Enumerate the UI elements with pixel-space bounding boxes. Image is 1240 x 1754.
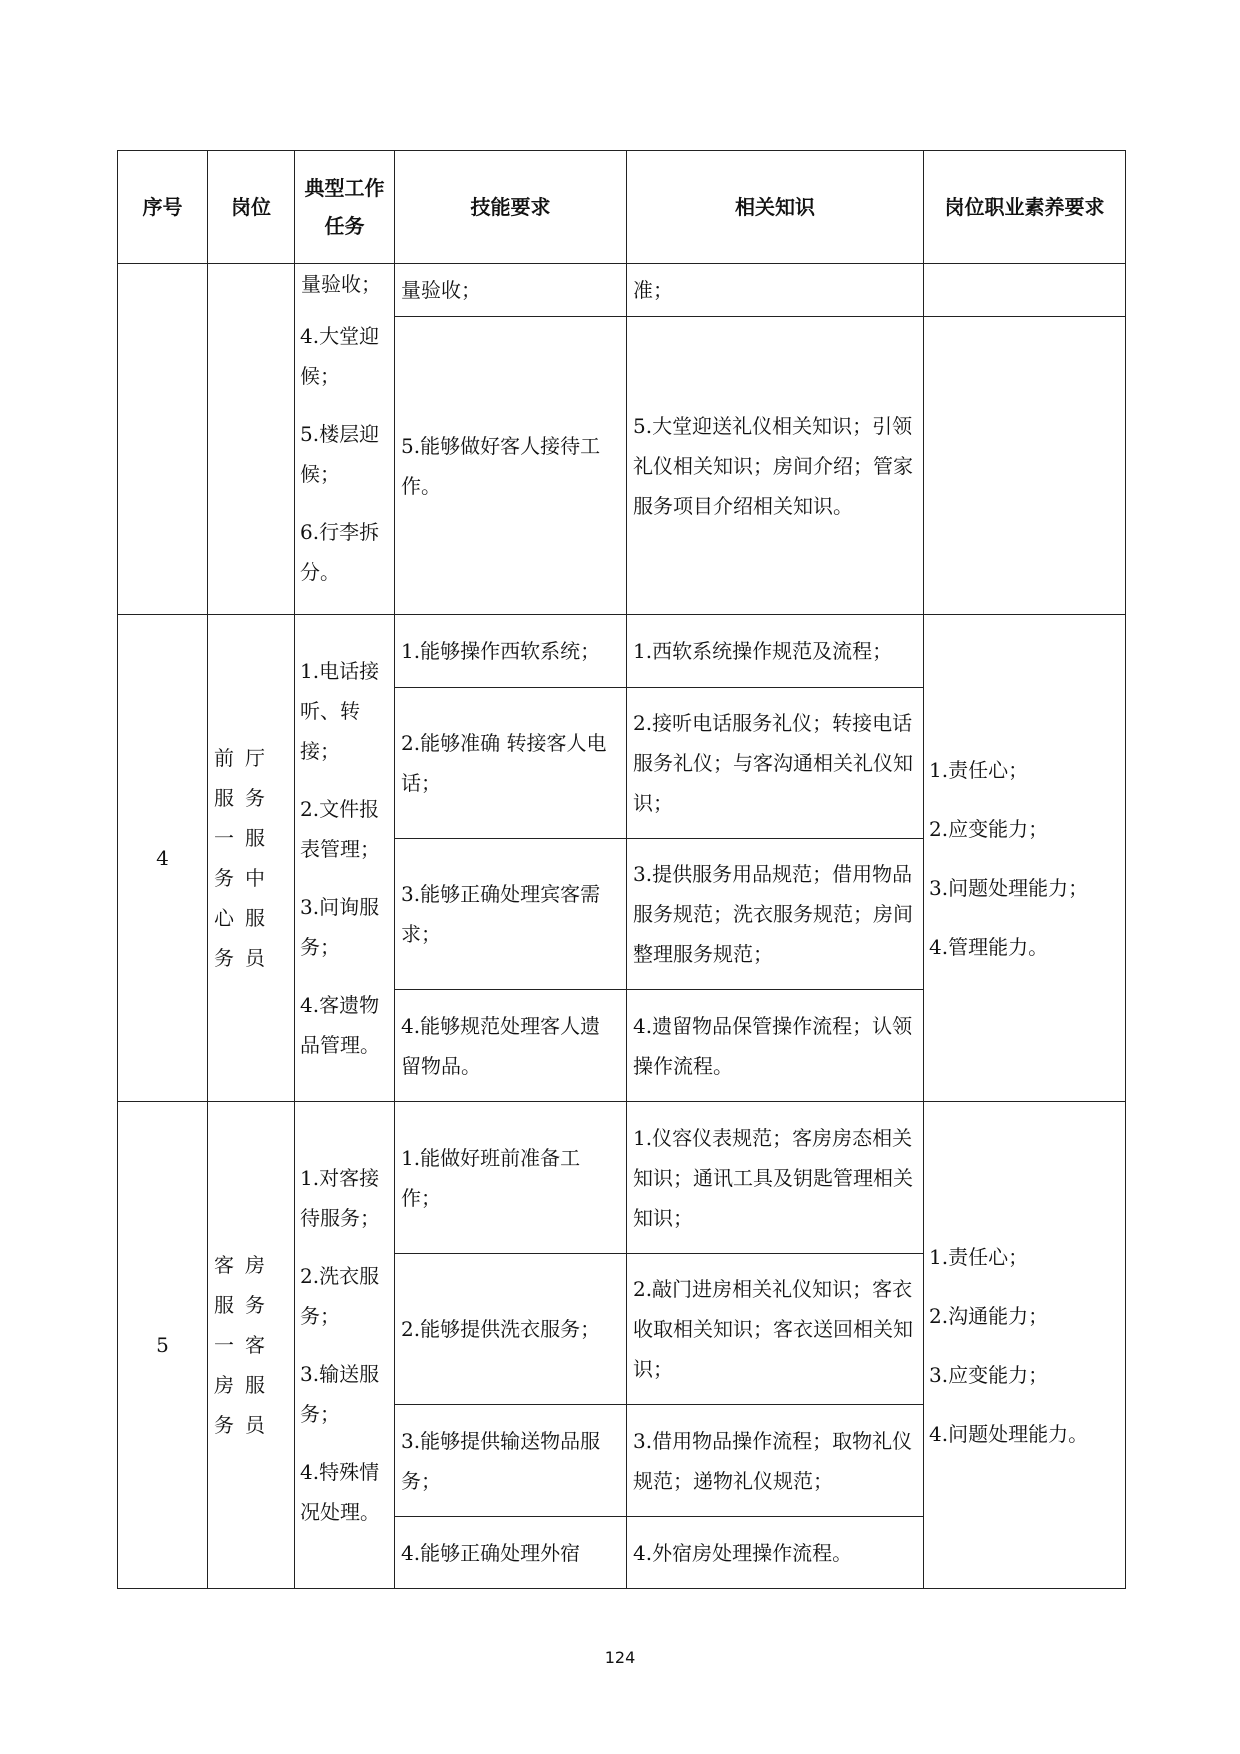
skill-item: 3.能够正确处理宾客需求；: [395, 838, 626, 989]
header-quality: 岗位职业素养要求: [924, 151, 1126, 264]
header-post: 岗位: [208, 151, 295, 264]
knowledge-item: 1.西软系统操作规范及流程；: [633, 639, 893, 663]
task-item: 3.问询服务；: [300, 895, 380, 959]
task-item: 5.楼层迎候；: [300, 422, 380, 486]
post-cell-empty: [208, 264, 295, 615]
task-cell: [295, 615, 395, 1102]
seq-cell-empty: [118, 264, 208, 615]
table-header-row: [118, 151, 1126, 264]
task-list: [295, 641, 394, 1075]
seq-cell: 5: [118, 1102, 208, 1589]
quality-cont-0: [924, 264, 1125, 316]
task-item: 4.大堂迎候；: [300, 324, 380, 388]
seq-cell: 4: [118, 615, 208, 1102]
knowledge-item: 2.接听电话服务礼仪；转接电话服务礼仪；与客沟通相关礼仪知识；: [627, 687, 923, 838]
task-cont-line: 量验收；: [301, 272, 381, 296]
post-name: 客房服务一客房服务员: [214, 1253, 276, 1437]
quality-item: 1.责任心；: [929, 757, 1029, 782]
task-item: 1.电话接听、转接；: [300, 659, 380, 763]
task-item: 6.行李拆分。: [300, 520, 380, 584]
curriculum-table: [117, 150, 1126, 1589]
knowledge-cell: [627, 615, 924, 1102]
header-seq: 序号: [118, 151, 208, 264]
skill-cont-1: 5.能够做好客人接待工作。: [395, 316, 626, 614]
skill-item: 3.能够提供输送物品服务；: [395, 1404, 626, 1516]
post-cell: [208, 1102, 295, 1589]
task-item: 2.文件报表管理；: [300, 797, 380, 861]
skill-item: 4.能够正确处理外宿: [395, 1516, 626, 1588]
page-number: 124: [604, 1648, 636, 1667]
task-item: 3.输送服务；: [300, 1362, 380, 1426]
skill-item: 2.能够准确 转接客人电话；: [395, 687, 626, 838]
knowledge-item: 4.外宿房处理操作流程。: [627, 1516, 923, 1588]
quality-item: 2.应变能力；: [929, 816, 1049, 841]
quality-item: 3.应变能力；: [929, 1362, 1049, 1387]
quality-item: 4.管理能力。: [929, 934, 1049, 959]
task-item: 4.特殊情况处理。: [300, 1460, 380, 1524]
knowledge-item: 1.仪容仪表规范；客房房态相关知识；通讯工具及钥匙管理相关知识；: [633, 1125, 913, 1230]
header-skill: 技能要求: [395, 151, 627, 264]
knowledge-item: 3.借用物品操作流程；取物礼仪规范；递物礼仪规范；: [627, 1404, 923, 1516]
header-knowledge: 相关知识: [627, 151, 924, 264]
task-item: 4.客遗物品管理。: [300, 993, 380, 1057]
skill-item: 2.能够提供洗衣服务；: [395, 1253, 626, 1404]
table-row-continuation: [118, 264, 1126, 615]
quality-list: [924, 750, 1125, 967]
knowledge-cont-0: 准；: [633, 278, 673, 302]
post-cell: [208, 615, 295, 1102]
header-task: 典型工作任务: [295, 151, 395, 264]
skill-item: 1.能够操作西软系统；: [401, 639, 601, 663]
task-item: 1.对客接待服务；: [300, 1166, 380, 1230]
quality-item: 4.问题处理能力。: [929, 1421, 1089, 1446]
knowledge-cell: [627, 1102, 924, 1589]
quality-item: 1.责任心；: [929, 1244, 1029, 1269]
skill-cell: [395, 1102, 627, 1589]
skill-cont-0: 量验收；: [401, 278, 481, 302]
quality-cell-cont: [924, 264, 1126, 615]
skill-item: 4.能够规范处理客人遗留物品。: [395, 989, 626, 1101]
knowledge-cell-cont: [627, 264, 924, 615]
quality-list: [924, 1237, 1125, 1454]
knowledge-cont-1: 5.大堂迎送礼仪相关知识；引领礼仪相关知识；房间介绍；管家服务项目介绍相关知识。: [627, 316, 923, 614]
skill-item: 1.能做好班前准备工作；: [401, 1145, 581, 1210]
task-list: [295, 1148, 394, 1542]
quality-item: 3.问题处理能力；: [929, 875, 1089, 900]
task-cell: [295, 1102, 395, 1589]
table-row-4: [118, 615, 1126, 1102]
quality-cont-1: [924, 316, 1125, 614]
task-item: 2.洗衣服务；: [300, 1264, 380, 1328]
task-cont-list: [295, 304, 394, 616]
knowledge-item: 3.提供服务用品规范；借用物品服务规范；洗衣服务规范；房间整理服务规范；: [627, 838, 923, 989]
skill-cell-cont: [395, 264, 627, 615]
quality-item: 2.沟通能力；: [929, 1303, 1049, 1328]
table-row-5: [118, 1102, 1126, 1589]
skill-cell: [395, 615, 627, 1102]
task-cell-cont: [295, 264, 395, 615]
post-name: 前厅服务一服务中心服务员: [214, 746, 276, 970]
quality-cell: [924, 615, 1126, 1102]
knowledge-item: 2.敲门进房相关礼仪知识；客衣收取相关知识；客衣送回相关知识；: [627, 1253, 923, 1404]
knowledge-item: 4.遗留物品保管操作流程；认领操作流程。: [627, 989, 923, 1101]
quality-cell: [924, 1102, 1126, 1589]
